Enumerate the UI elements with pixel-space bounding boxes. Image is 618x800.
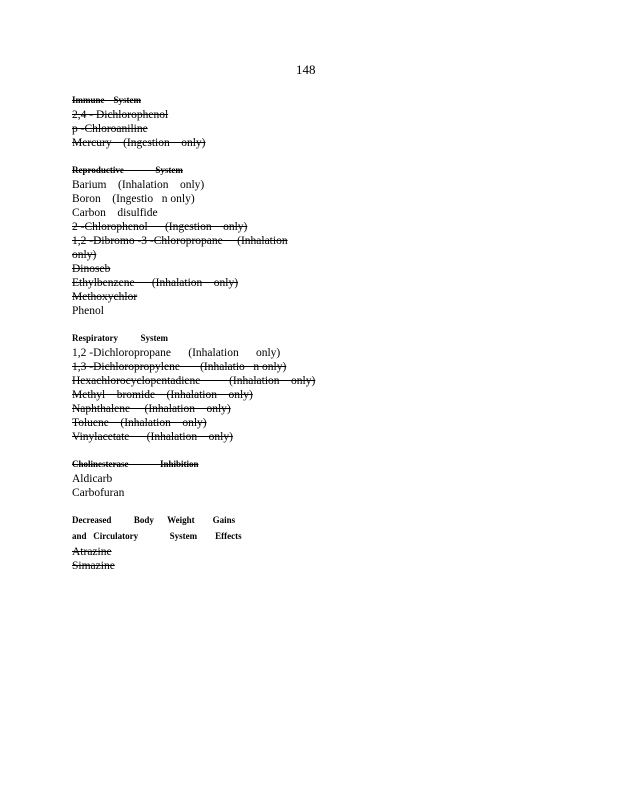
section-heading: Cholinesterase Inhibition (72, 459, 199, 469)
list-item: Aldicarb (72, 473, 113, 485)
section-subheading: and Circulatory System Effects (72, 531, 242, 541)
list-item: Hexachlorocyclopentadiene (Inhalation only) (72, 375, 316, 387)
list-item: Boron (Ingestio n only) (72, 193, 195, 205)
section-4 (72, 512, 302, 573)
list-item: Naphthalene (Inhalation only) (72, 403, 231, 415)
section-0 (72, 92, 302, 150)
list-item: Mercury (Ingestion only) (72, 137, 206, 149)
list-item: 1,3 -Dichloropropylene (Inhalatio n only) (72, 361, 287, 373)
list-item: Phenol (72, 305, 104, 317)
list-item: Toluene (Inhalation only) (72, 417, 207, 429)
list-item: 2,4 - Dichlorophenol (72, 109, 169, 121)
section-2 (72, 330, 316, 444)
section-heading: Immune System (72, 95, 141, 105)
list-item: Carbon disulfide (72, 207, 158, 219)
list-item: Vinylacetate (Inhalation only) (72, 431, 233, 443)
list-item: Ethylbenzene (Inhalation only) (72, 277, 239, 289)
page-number: 148 (296, 62, 316, 77)
list-item: p -Chloroaniline (72, 123, 148, 135)
list-item: Methoxychlor (72, 291, 138, 303)
section-1 (72, 162, 302, 318)
list-item: Carbofuran (72, 487, 125, 499)
list-item: Atrazine (72, 546, 112, 558)
section-heading: Reproductive System (72, 165, 183, 175)
list-item: Methyl bromide (Inhalation only) (72, 389, 253, 401)
list-item: 1,2 -Dibromo -3 -Chloropropane (Inhalation only) (72, 235, 288, 261)
document-body (72, 92, 316, 585)
list-item: Dinoseb (72, 263, 111, 275)
section-3 (72, 456, 302, 500)
list-item: 1,2 -Dichloropropane (Inhalation only) (72, 347, 281, 359)
list-item: Simazine (72, 560, 115, 572)
list-item: 2 -Chlorophenol (Ingestion only) (72, 221, 248, 233)
section-heading: Respiratory System (72, 333, 168, 343)
section-heading: Decreased Body Weight Gains (72, 515, 236, 525)
list-item: Barium (Inhalation only) (72, 179, 205, 191)
